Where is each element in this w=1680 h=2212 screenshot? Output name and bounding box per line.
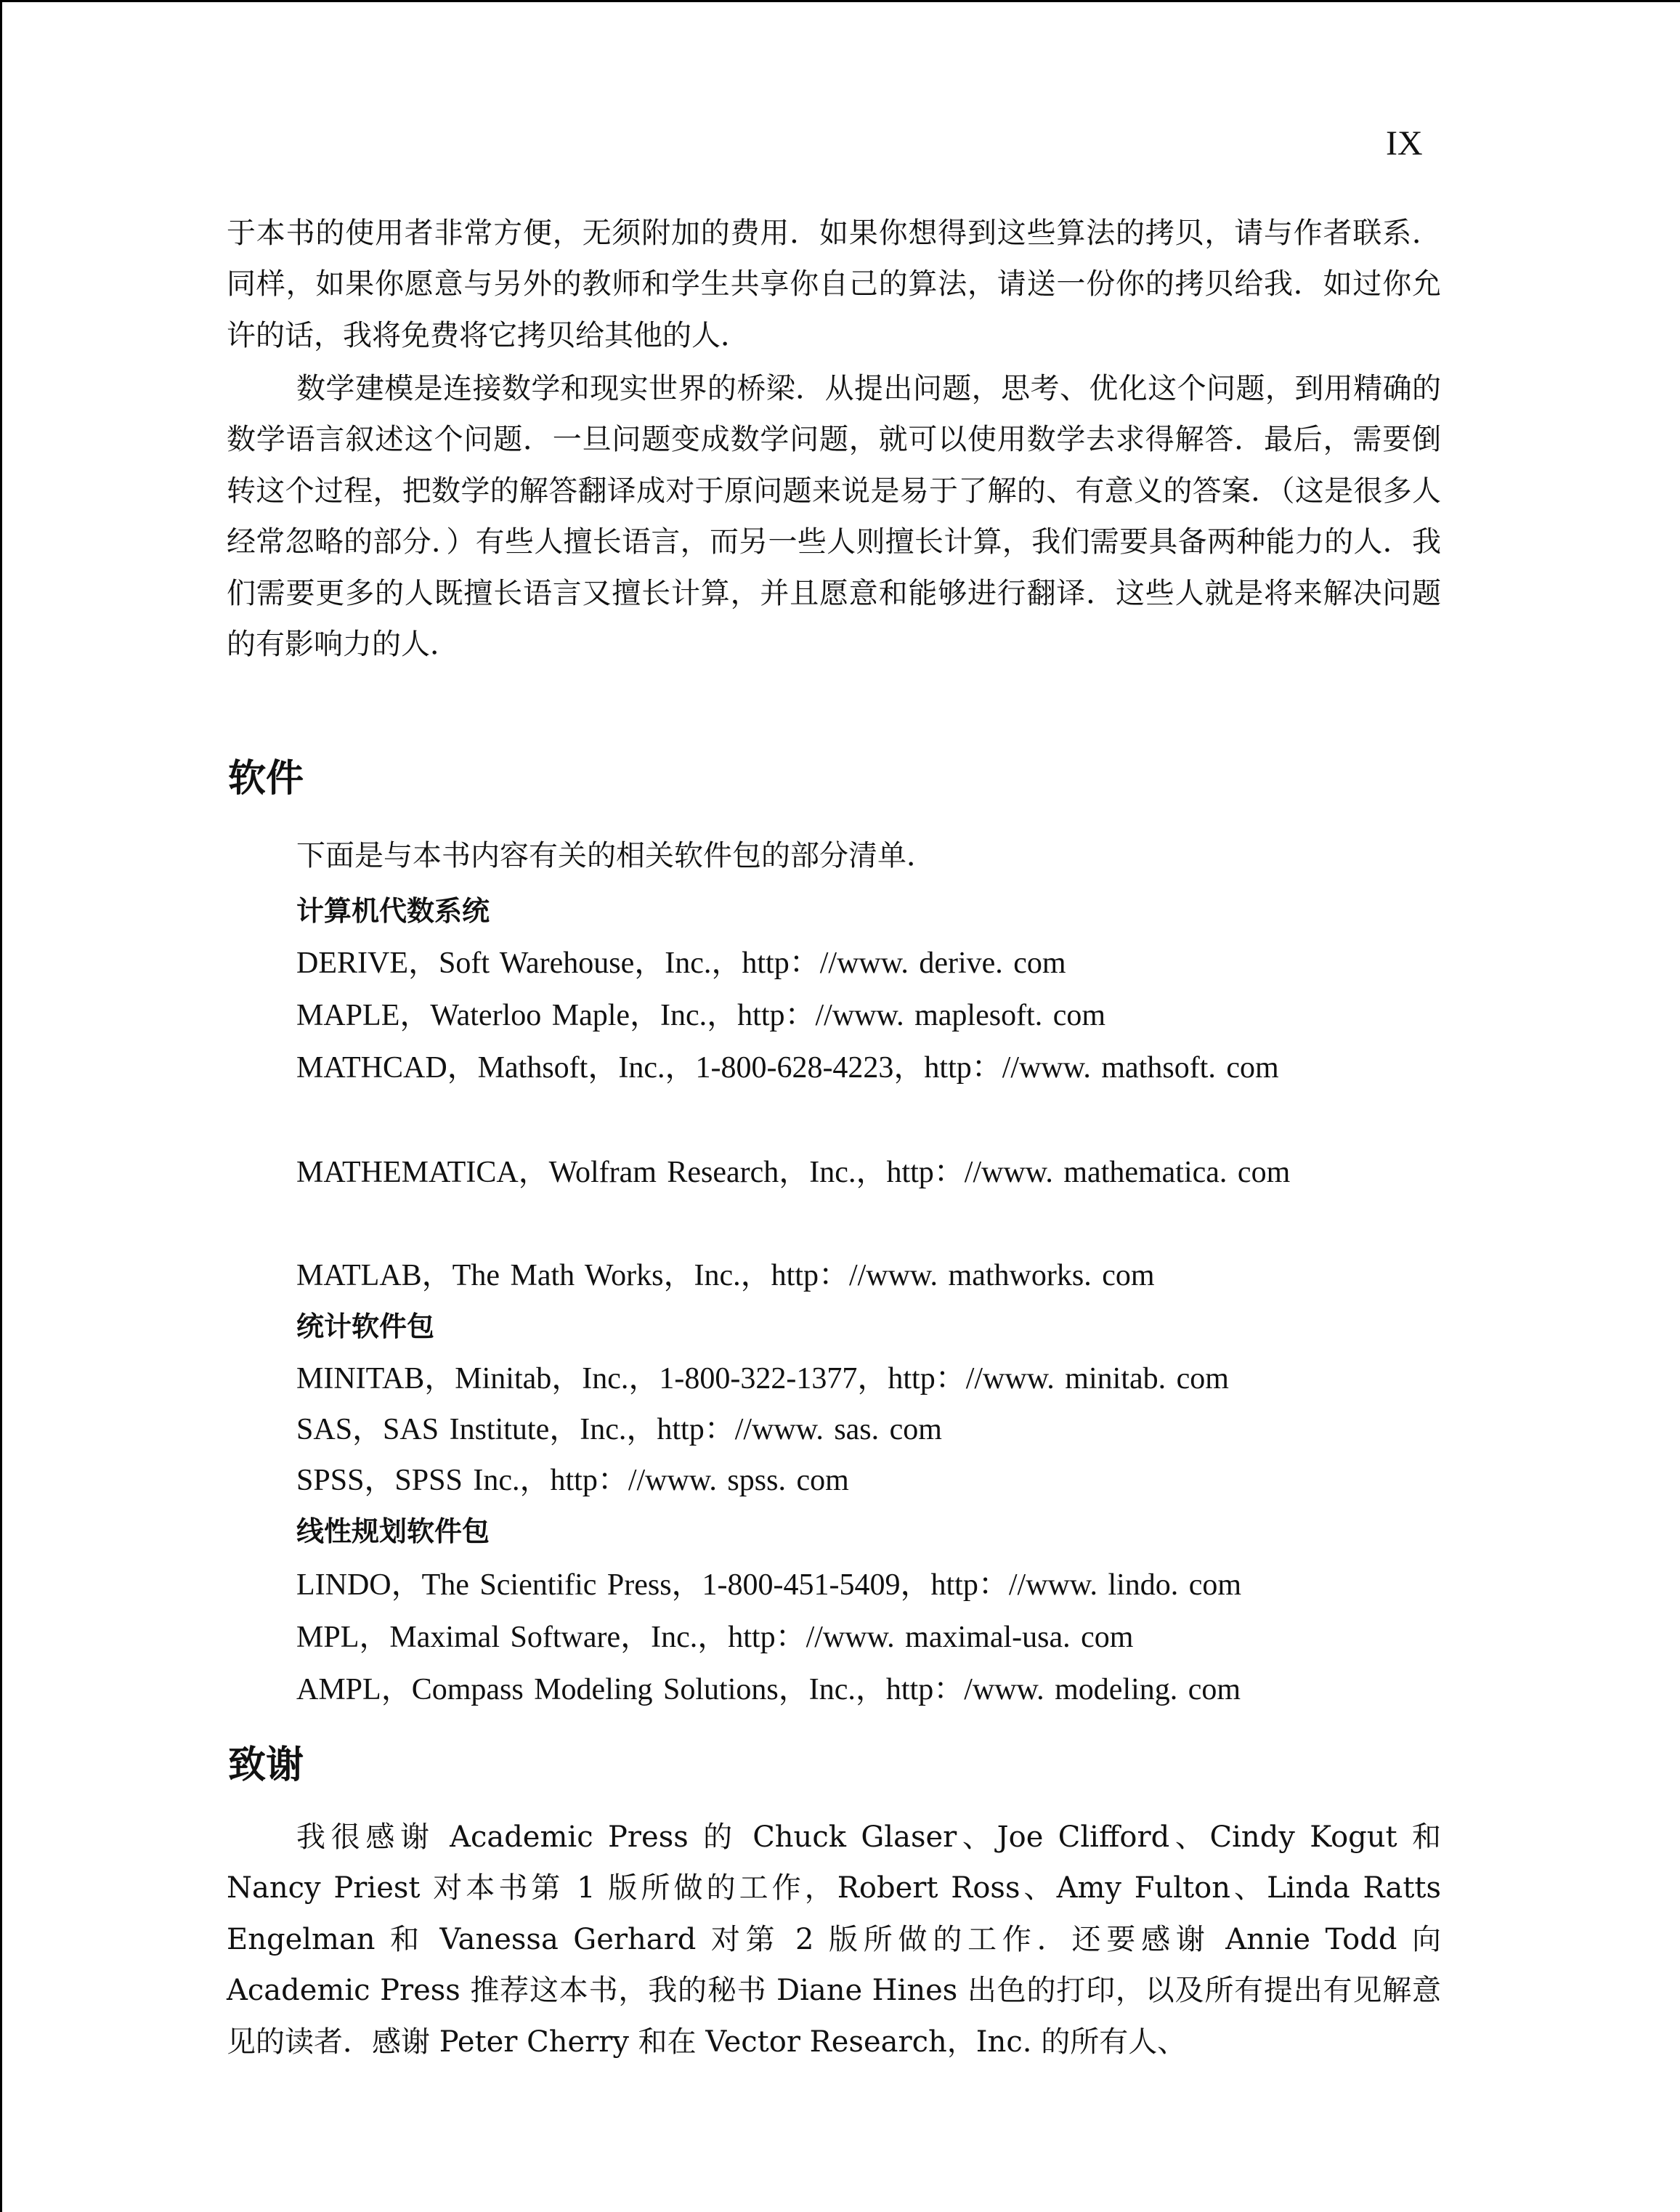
software-entry-maple: MAPLE，Waterloo Maple，Inc.，http：//www. maplesoft. com <box>296 999 1106 1032</box>
section-heading-acknowledgements: 致谢 <box>228 1743 304 1787</box>
software-entry-mpl: MPL，Maximal Software，Inc.，http：//www. maximal-usa. com <box>296 1621 1134 1654</box>
paragraph-modeling: 数学建模是连接数学和现实世界的桥梁．从提出问题，思考、优化这个问题，到用精确的数学语言叙述这个问题．一旦问题变成数学问题，就可以使用数学去求得解答．最后，需要倒转这个过程，把数学的解答翻译成对于原问题来说是易于了解的、有意义的答案．（这是很多人经常忽略的部分．）有些人擅长语言，而另一些人则擅长计算，我们需要具备两种能力的人．我们需要更多的人既擅长语言又擅长计算，并且愿意和能够进行翻译．这些人就是将来解决问题的有影响力的人． <box>227 372 1441 662</box>
software-entry-sas: SAS，SAS Institute，Inc.，http：//www. sas. com <box>296 1413 942 1446</box>
page-number: IX <box>1386 124 1423 163</box>
software-entry-ampl: AMPL，Compass Modeling Solutions，Inc.，http：/www. modeling. com <box>296 1673 1241 1706</box>
page-border-top <box>0 0 1680 2</box>
subheading-computer-algebra: 计算机代数系统 <box>296 895 490 927</box>
subheading-linear-programming: 线性规划软件包 <box>296 1515 490 1547</box>
page-border-left <box>0 0 2 2212</box>
software-entry-derive: DERIVE，Soft Warehouse，Inc.，http：//www. derive. com <box>296 947 1066 980</box>
software-entry-lindo: LINDO，The Scientific Press，1-800-451-5409，http：//www. lindo. com <box>296 1568 1242 1602</box>
software-entry-mathematica: MATHEMATICA，Wolfram Research，Inc.，http：//www. mathematica. com <box>296 1156 1291 1189</box>
paragraph-continued: 于本书的使用者非常方便，无须附加的费用．如果你想得到这些算法的拷贝，请与作者联系．同样，如果你愿意与另外的教师和学生共享你自己的算法，请送一份你的拷贝给我．如过你允许的话，我将免费将它拷贝给其他的人． <box>227 216 1441 352</box>
acknowledgements-paragraph: 我很感谢 Academic Press 的 Chuck Glaser、Joe Clifford、Cindy Kogut 和 Nancy Priest 对本书第 1 版所做的工作，Robert Ross、Amy Fulton、Linda Ratts Engelman 和 Vanessa Gerhard 对第 2 版所做的工作．还要感谢 Annie Todd 向 Academic Press 推荐这本书，我的秘书 Diane Hines 出色的打印，以及所有提出有见解意见的读者．感谢 Peter Cherry 和在 Vector Research，Inc. 的所有人、 <box>227 1820 1441 2059</box>
software-entry-matlab: MATLAB，The Math Works，Inc.，http：//www. mathworks. com <box>296 1259 1155 1292</box>
section-heading-software: 软件 <box>228 757 304 801</box>
software-intro: 下面是与本书内容有关的相关软件包的部分清单． <box>296 839 936 872</box>
software-entry-minitab: MINITAB，Minitab，Inc.，1-800-322-1377，http：//www. minitab. com <box>296 1362 1229 1395</box>
software-entry-spss: SPSS，SPSS Inc.，http：//www. spss. com <box>296 1464 849 1497</box>
subheading-statistics: 统计软件包 <box>296 1310 435 1342</box>
software-entry-mathcad: MATHCAD，Mathsoft，Inc.，1-800-628-4223，http：//www. mathsoft. com <box>296 1051 1279 1085</box>
